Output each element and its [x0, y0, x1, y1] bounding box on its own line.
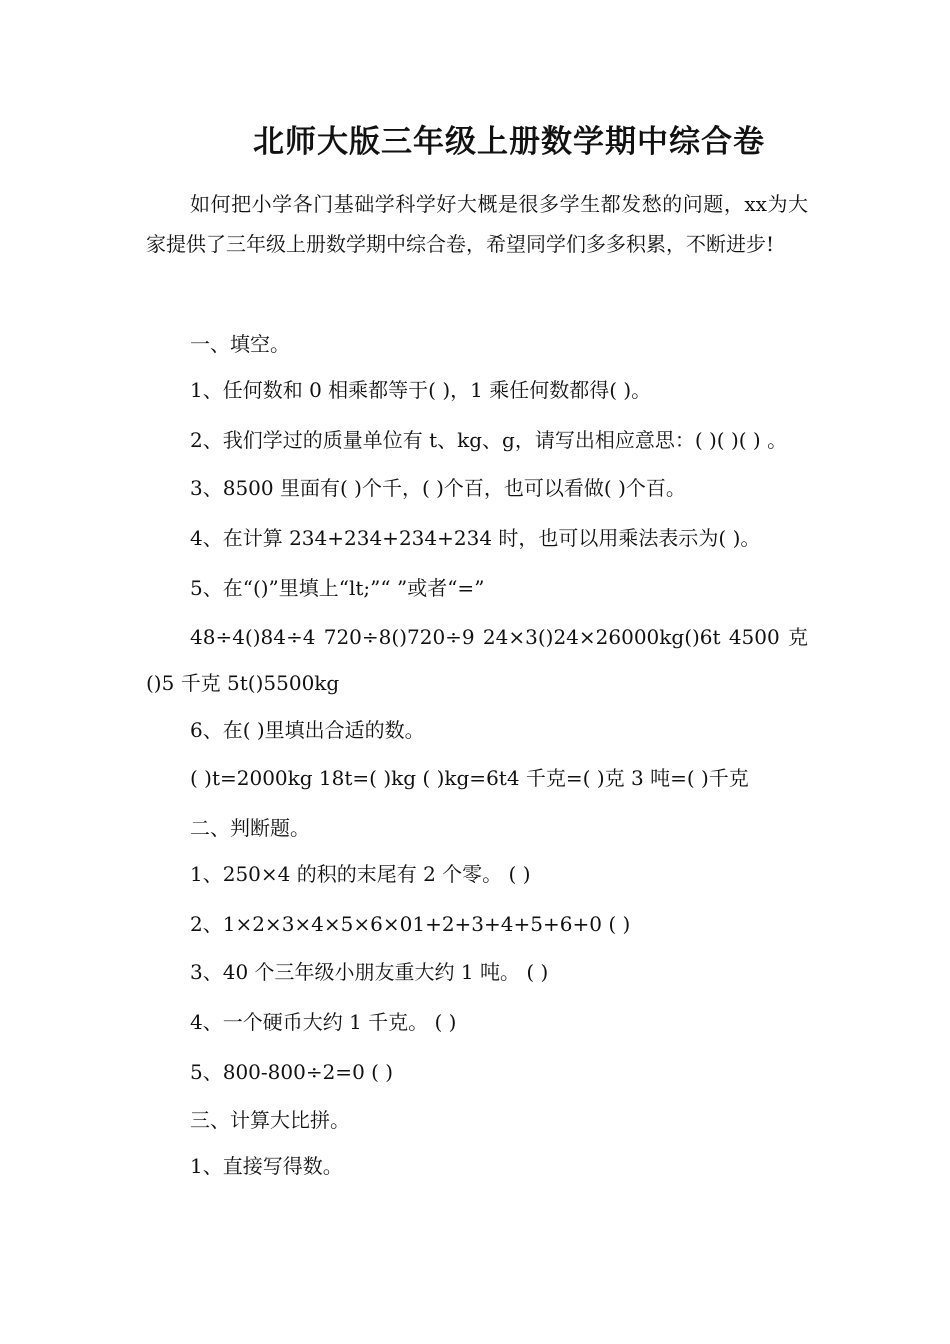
section-heading-judge: 二、判断题。	[190, 816, 310, 840]
intro-paragraph: 如何把小学各门基础学科学好大概是很多学生都发愁的问题，xx为大家提供了三年级上册数学期中综合卷，希望同学们多多积累，不断进步!	[146, 192, 808, 256]
question-line: 3、8500 里面有( )个千，( )个百，也可以看做( )个百。	[190, 476, 686, 500]
document-title: 北师大版三年级上册数学期中综合卷	[253, 124, 765, 160]
question-line: 4、一个硬币大约 1 千克。 ( )	[190, 1010, 457, 1034]
question-line: ( )t=2000kg 18t=( )kg ( )kg=6t4 千克=( )克 3 吨=( )千克	[190, 766, 749, 790]
question-line: 5、在“()”里填上“lt;”“ ”或者“=”	[190, 576, 485, 600]
section-heading-fill-blank: 一、填空。	[190, 332, 290, 356]
question-line: 1、任何数和 0 相乘都等于( )，1 乘任何数都得( )。	[190, 378, 652, 402]
question-line: 1、250×4 的积的末尾有 2 个零。 ( )	[190, 862, 531, 886]
question-line: 4、在计算 234+234+234+234 时，也可以用乘法表示为( )。	[190, 526, 761, 550]
question-line: 3、40 个三年级小朋友重大约 1 吨。 ( )	[190, 960, 549, 984]
compare-question-line: 48÷4()84÷4 720÷8()720÷9 24×3()24×26000kg()6t 4500 克 ()5 千克 5t()5500kg	[146, 625, 808, 695]
question-line: 2、我们学过的质量单位有 t、kg、g，请写出相应意思：( )( )( ) 。	[190, 428, 788, 452]
section-heading-calc: 三、计算大比拼。	[190, 1108, 350, 1132]
question-line: 6、在( )里填出合适的数。	[190, 718, 425, 742]
question-line: 1、直接写得数。	[190, 1154, 343, 1178]
question-line: 5、800-800÷2=0 ( )	[190, 1060, 394, 1084]
question-line: 2、1×2×3×4×5×6×01+2+3+4+5+6+0 ( )	[190, 912, 631, 936]
